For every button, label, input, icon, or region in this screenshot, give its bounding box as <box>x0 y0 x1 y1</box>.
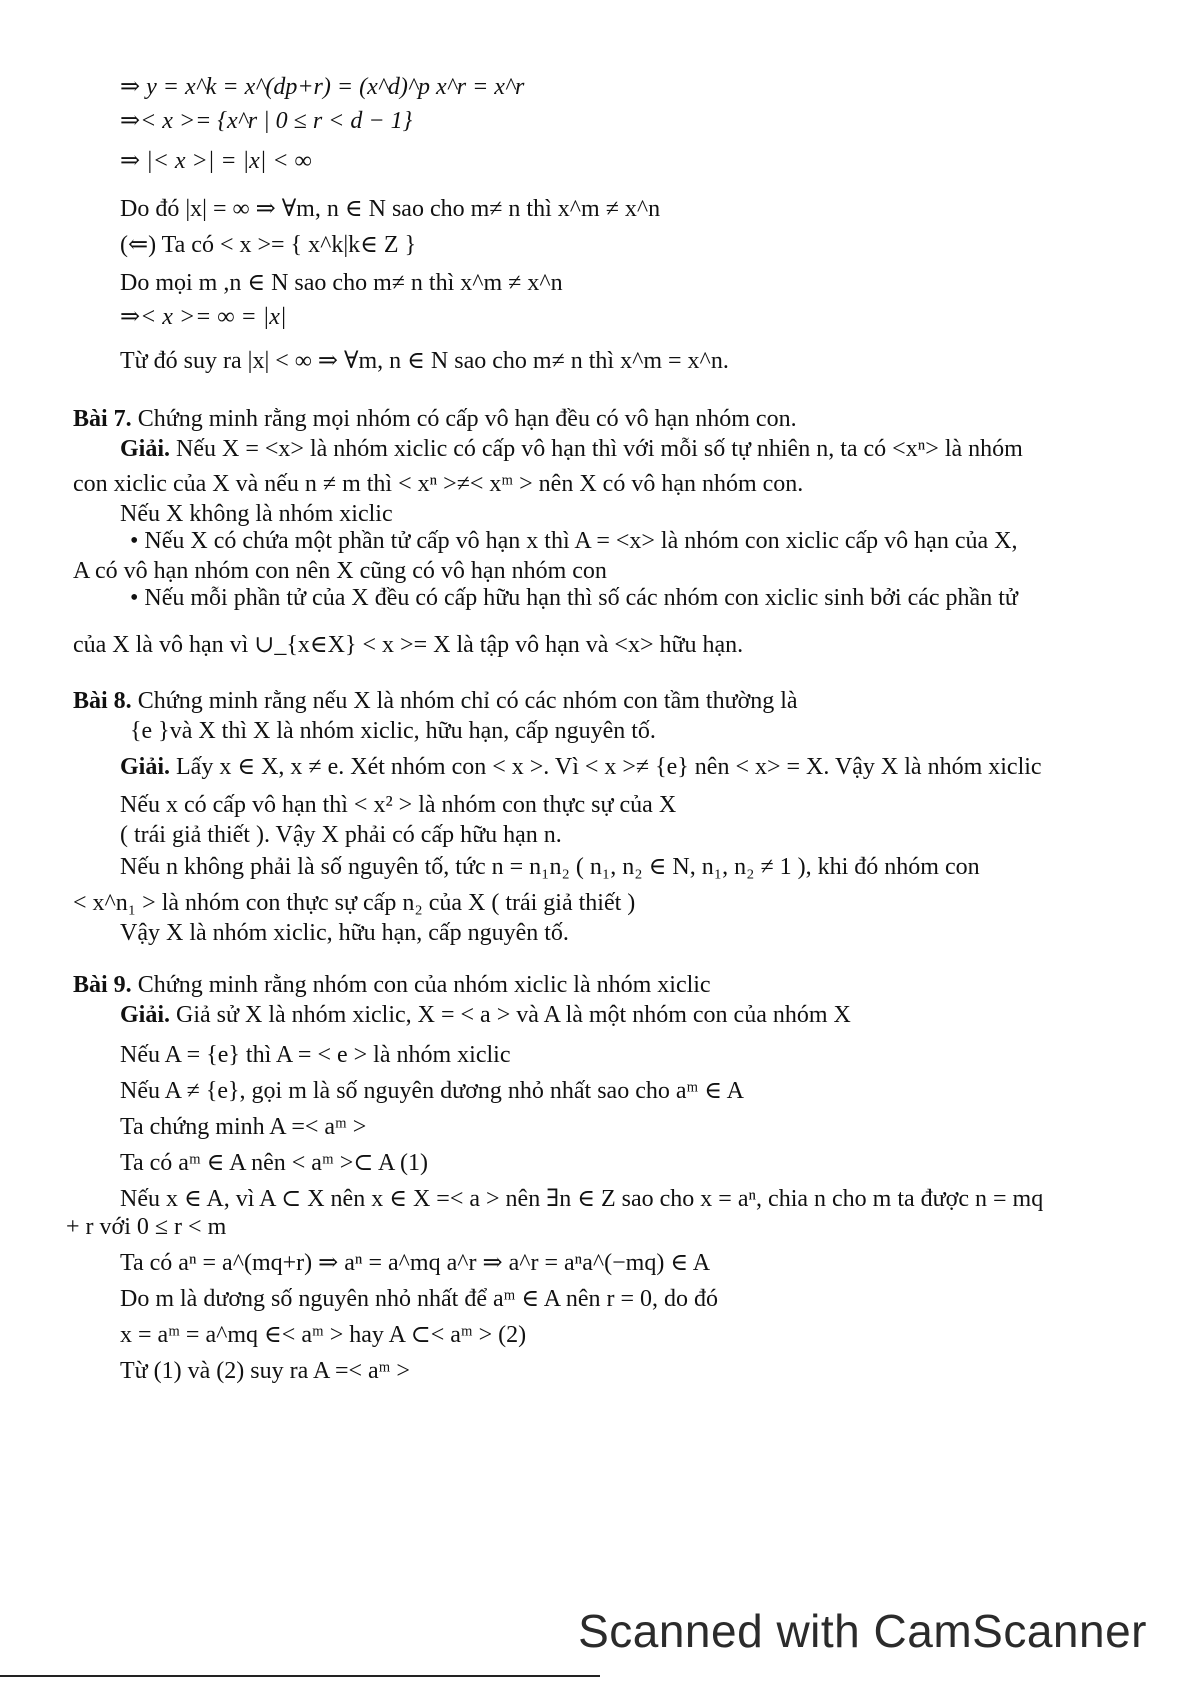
solution-text: Nếu X = <x> là nhóm xiclic có cấp vô hạn thì với mỗi số tự nhiên n, ta có <xⁿ> là nhóm <box>170 436 1023 462</box>
solution-line <box>120 434 1023 464</box>
solution-line: con xiclic của X và nếu n ≠ m thì < xⁿ >≠< xᵐ > nên X có vô hạn nhóm con. <box>73 471 804 497</box>
proof-line: ⇒< x >= ∞ = |x| <box>120 304 287 330</box>
solution-line: Nếu n không phải là số nguyên tố, tức n = n₁n₂ ( n₁, n₂ ∈ N, n₁, n₂ ≠ 1 ), khi đó nhóm con <box>120 854 980 880</box>
exercise-7-heading: Bài 7. <box>73 406 132 432</box>
solution-line: ( trái giả thiết ). Vậy X phải có cấp hữu hạn n. <box>120 822 562 848</box>
solution-line <box>120 1000 851 1030</box>
solution-line: Nếu x ∈ A, vì A ⊂ X nên x ∈ X =< a > nên ∃n ∈ Z sao cho x = aⁿ, chia n cho m ta được n = mq <box>120 1186 1044 1212</box>
proof-line: ⇒ y = x^k = x^(dp+r) = (x^d)^p x^r = x^r <box>120 74 525 100</box>
exercise-7-title <box>73 404 797 434</box>
solution-line: Ta có aᵐ ∈ A nên < aᵐ >⊂ A (1) <box>120 1150 429 1176</box>
solution-line: của X là vô hạn vì ∪_{x∈X} < x >= X là tập vô hạn và <x> hữu hạn. <box>73 632 744 658</box>
solution-line: Do m là dương số nguyên nhỏ nhất để aᵐ ∈ A nên r = 0, do đó <box>120 1286 718 1312</box>
solution-line: Ta chứng minh A =< aᵐ > <box>120 1114 367 1140</box>
exercise-8-statement: Chứng minh rằng nếu X là nhóm chỉ có các nhóm con tầm thường là <box>137 688 798 714</box>
proof-line: Do mọi m ,n ∈ N sao cho m≠ n thì x^m ≠ x^n <box>120 270 563 296</box>
proof-line: Do đó |x| = ∞ ⇒ ∀m, n ∈ N sao cho m≠ n thì x^m ≠ x^n <box>120 196 661 222</box>
solution-line: • Nếu X có chứa một phần tử cấp vô hạn x thì A = <x> là nhóm con xiclic cấp vô hạn của X, <box>130 528 1018 554</box>
solution-line: Nếu X không là nhóm xiclic <box>120 501 393 527</box>
solution-line: {e }và X thì X là nhóm xiclic, hữu hạn, cấp nguyên tố. <box>130 718 656 744</box>
proof-line: (⇐) Ta có < x >= { x^k|k∈ Z } <box>120 232 417 258</box>
solution-line: Nếu x có cấp vô hạn thì < x² > là nhóm con thực sự của X <box>120 792 677 818</box>
proof-line: ⇒< x >= {x^r | 0 ≤ r < d − 1} <box>120 108 413 134</box>
solution-line: x = aᵐ = a^mq ∈< aᵐ > hay A ⊂< aᵐ > (2) <box>120 1322 527 1348</box>
solution-label: Giải. <box>120 436 171 462</box>
bottom-rule <box>0 1675 600 1677</box>
solution-text: Lấy x ∈ X, x ≠ e. Xét nhóm con < x >. Vì < x >≠ {e} nên < x> = X. Vậy X là nhóm xiclic <box>170 754 1042 780</box>
solution-line: Ta có aⁿ = a^(mq+r) ⇒ aⁿ = a^mq a^r ⇒ a^r = aⁿa^(−mq) ∈ A <box>120 1250 711 1276</box>
exercise-8-title <box>73 686 798 716</box>
solution-line: Nếu A ≠ {e}, gọi m là số nguyên dương nhỏ nhất sao cho aᵐ ∈ A <box>120 1078 744 1104</box>
exercise-7-statement: Chứng minh rằng mọi nhóm có cấp vô hạn đều có vô hạn nhóm con. <box>137 406 797 432</box>
proof-line: ⇒ |< x >| = |x| < ∞ <box>120 148 312 174</box>
solution-line: Vậy X là nhóm xiclic, hữu hạn, cấp nguyên tố. <box>120 920 569 946</box>
solution-line: Nếu A = {e} thì A = < e > là nhóm xiclic <box>120 1042 511 1068</box>
solution-label: Giải. <box>120 754 171 780</box>
camscanner-watermark: Scanned with CamScanner <box>578 1605 1147 1657</box>
exercise-8-heading: Bài 8. <box>73 688 132 714</box>
solution-line <box>120 752 1042 782</box>
solution-line: < x^n₁ > là nhóm con thực sự cấp n₂ của X ( trái giả thiết ) <box>73 890 636 916</box>
exercise-9-heading: Bài 9. <box>73 972 132 998</box>
solution-line: Từ (1) và (2) suy ra A =< aᵐ > <box>120 1358 410 1384</box>
proof-line: Từ đó suy ra |x| < ∞ ⇒ ∀m, n ∈ N sao cho m≠ n thì x^m = x^n. <box>120 348 729 374</box>
exercise-9-statement: Chứng minh rằng nhóm con của nhóm xiclic là nhóm xiclic <box>137 972 711 998</box>
exercise-9-title <box>73 970 711 1000</box>
solution-line: + r với 0 ≤ r < m <box>66 1214 227 1240</box>
solution-line: A có vô hạn nhóm con nên X cũng có vô hạn nhóm con <box>73 558 607 584</box>
solution-label: Giải. <box>120 1002 171 1028</box>
solution-text: Giả sử X là nhóm xiclic, X = < a > và A là một nhóm con của nhóm X <box>170 1002 851 1028</box>
solution-line: • Nếu mỗi phần tử của X đều có cấp hữu hạn thì số các nhóm con xiclic sinh bởi các phần tử <box>130 585 1018 611</box>
